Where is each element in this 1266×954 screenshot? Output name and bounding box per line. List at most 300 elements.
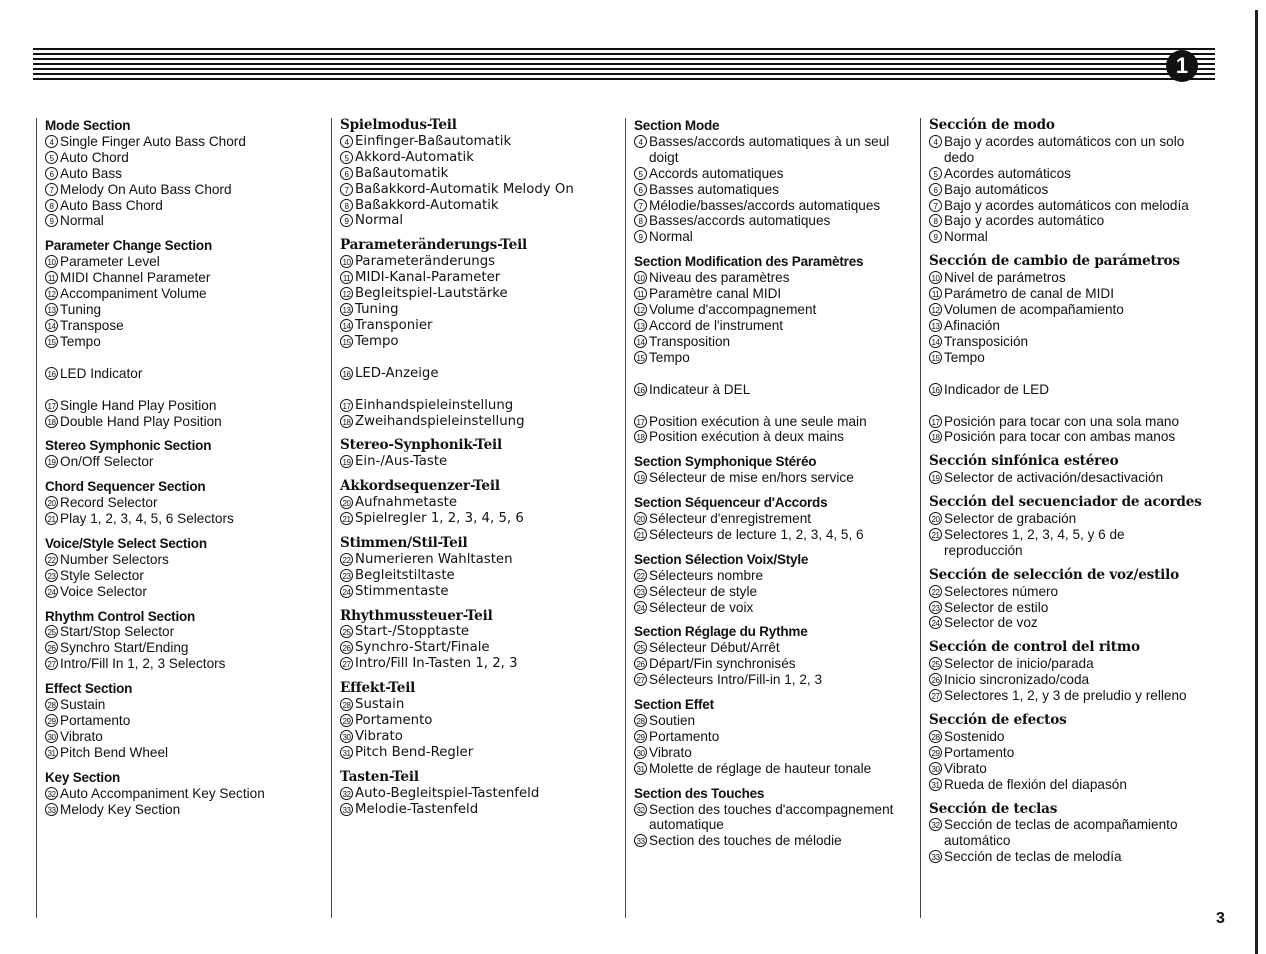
list-item bbox=[340, 584, 616, 600]
list-item bbox=[340, 656, 616, 672]
circled-number: 27 bbox=[634, 673, 647, 686]
list-item bbox=[45, 366, 321, 382]
circled-number: 20 bbox=[634, 512, 647, 525]
item-label: MIDI Channel Parameter bbox=[60, 270, 211, 286]
item-label: Sélecteur de style bbox=[649, 583, 758, 599]
circled-number: 22 bbox=[45, 553, 58, 566]
list-item bbox=[929, 213, 1205, 229]
circled-number: 15 bbox=[634, 351, 647, 364]
list-item bbox=[340, 198, 616, 214]
chapter-badge: 1 bbox=[1166, 50, 1198, 82]
item-label: Paramètre canal MIDI bbox=[649, 286, 782, 302]
circled-number: 30 bbox=[929, 762, 942, 775]
list-item bbox=[340, 745, 616, 761]
page-number: 3 bbox=[1216, 910, 1225, 927]
circled-number: 4 bbox=[45, 135, 58, 148]
item-label: Position exécution à une seule main bbox=[649, 413, 867, 429]
list-item bbox=[45, 511, 321, 527]
section bbox=[340, 238, 616, 349]
list-item bbox=[45, 414, 321, 430]
circled-number: 33 bbox=[634, 834, 647, 847]
circled-number: 30 bbox=[340, 730, 353, 743]
item-label: MIDI-Kanal-Parameter bbox=[355, 270, 501, 286]
circled-number: 27 bbox=[340, 657, 353, 670]
list-item bbox=[340, 286, 616, 302]
list-item bbox=[45, 454, 321, 470]
section bbox=[45, 770, 321, 818]
list-item bbox=[634, 511, 910, 527]
list-item bbox=[45, 286, 321, 302]
list-item bbox=[634, 470, 910, 486]
item-label: Voice Selector bbox=[60, 583, 147, 599]
list-item bbox=[929, 729, 1205, 745]
circled-number: 26 bbox=[340, 641, 353, 654]
item-label: Auto Accompaniment Key Section bbox=[60, 785, 265, 801]
item-label: Baßautomatik bbox=[355, 165, 449, 181]
item-label: Portamento bbox=[60, 713, 131, 728]
section-heading: Rhythmussteuer-Teil bbox=[340, 607, 493, 624]
item-label: Baßakkord-Automatik bbox=[355, 197, 499, 213]
item-label: Sustain bbox=[355, 697, 405, 713]
list-item bbox=[929, 134, 1205, 166]
item-label: Selector de inicio/parada bbox=[944, 656, 1094, 672]
page-edge-rule bbox=[1255, 10, 1258, 954]
section bbox=[929, 118, 1205, 245]
list-item bbox=[634, 198, 910, 214]
header-rule bbox=[33, 63, 1215, 65]
circled-number: 26 bbox=[45, 641, 58, 654]
circled-number: 31 bbox=[929, 778, 942, 791]
circled-number: 25 bbox=[45, 625, 58, 638]
item-label: Vibrato bbox=[649, 744, 692, 760]
list-item bbox=[45, 640, 321, 656]
list-item bbox=[634, 182, 910, 198]
item-label: Synchro Start/Ending bbox=[60, 640, 189, 656]
item-label: Normal bbox=[60, 213, 104, 229]
circled-number: 20 bbox=[340, 496, 353, 509]
item-label: Start/Stop Selector bbox=[60, 624, 175, 640]
item-label: Molette de réglage de hauteur tonale bbox=[649, 760, 872, 776]
list-item bbox=[634, 134, 910, 166]
list-item bbox=[634, 350, 910, 366]
circled-number: 27 bbox=[45, 657, 58, 670]
item-label: Tempo bbox=[649, 349, 690, 365]
circled-number: 8 bbox=[929, 214, 942, 227]
list-item bbox=[340, 495, 616, 511]
list-item bbox=[929, 527, 1205, 559]
list-item bbox=[929, 672, 1205, 688]
section bbox=[929, 414, 1205, 446]
list-item bbox=[929, 849, 1205, 865]
item-label: Normal bbox=[355, 213, 404, 229]
section-heading: Section Modification des Paramètres bbox=[634, 254, 864, 270]
header-rule bbox=[33, 58, 1215, 60]
section bbox=[340, 398, 616, 430]
list-item bbox=[634, 382, 910, 398]
circled-number: 30 bbox=[634, 746, 647, 759]
item-label: Vibrato bbox=[944, 760, 987, 776]
list-item bbox=[340, 802, 616, 818]
circled-number: 18 bbox=[45, 415, 58, 428]
circled-number: 7 bbox=[929, 199, 942, 212]
section-heading: Parameter Change Section bbox=[45, 238, 213, 254]
section-heading: Sección de control del ritmo bbox=[929, 639, 1140, 656]
item-label: Bajo automáticos bbox=[944, 181, 1049, 197]
list-item bbox=[929, 511, 1205, 527]
section bbox=[340, 681, 616, 761]
list-item bbox=[45, 656, 321, 672]
list-item bbox=[45, 318, 321, 334]
circled-number: 5 bbox=[45, 151, 58, 164]
section bbox=[45, 118, 321, 229]
item-label: Intro/Fill In-Tasten 1, 2, 3 bbox=[355, 656, 518, 672]
section-heading: Spielmodus-Teil bbox=[340, 117, 457, 133]
circled-number: 15 bbox=[45, 335, 58, 348]
section-heading: Sección de selección de voz/estilo bbox=[929, 566, 1179, 583]
circled-number: 19 bbox=[340, 455, 353, 468]
section bbox=[634, 697, 910, 777]
item-label: Number Selectors bbox=[60, 551, 169, 567]
item-label: Accord de l'instrument bbox=[649, 317, 784, 333]
circled-number: 8 bbox=[634, 214, 647, 227]
list-item bbox=[929, 198, 1205, 214]
item-label: Normal bbox=[944, 229, 988, 245]
circled-number: 29 bbox=[45, 714, 58, 727]
item-label: Akkord-Automatik bbox=[355, 149, 474, 165]
section-heading: Tasten-Teil bbox=[340, 768, 419, 785]
circled-number: 22 bbox=[929, 585, 942, 598]
item-label: Rueda de flexión del diapasón bbox=[944, 776, 1127, 792]
list-item bbox=[634, 414, 910, 430]
circled-number: 30 bbox=[45, 730, 58, 743]
list-item bbox=[929, 286, 1205, 302]
list-item bbox=[45, 697, 321, 713]
circled-number: 23 bbox=[45, 569, 58, 582]
section bbox=[929, 640, 1205, 704]
list-item bbox=[634, 302, 910, 318]
list-item bbox=[929, 166, 1205, 182]
section bbox=[340, 479, 616, 527]
circled-number: 32 bbox=[634, 803, 647, 816]
list-item bbox=[45, 150, 321, 166]
section-heading: Chord Sequencer Section bbox=[45, 479, 206, 495]
item-label: Melody On Auto Bass Chord bbox=[60, 181, 232, 197]
circled-number: 17 bbox=[929, 415, 942, 428]
list-item bbox=[340, 182, 616, 198]
circled-number: 6 bbox=[634, 183, 647, 196]
circled-number: 19 bbox=[929, 471, 942, 484]
circled-number: 6 bbox=[929, 183, 942, 196]
item-label: Vibrato bbox=[60, 728, 103, 744]
circled-number: 10 bbox=[634, 271, 647, 284]
item-label: Pitch Bend Wheel bbox=[60, 744, 169, 760]
item-label: Transposición bbox=[944, 333, 1029, 349]
circled-number: 13 bbox=[340, 303, 353, 316]
list-item bbox=[634, 802, 910, 834]
circled-number: 9 bbox=[634, 230, 647, 243]
list-item bbox=[45, 182, 321, 198]
section-heading: Section Effet bbox=[634, 697, 714, 713]
circled-number: 9 bbox=[45, 214, 58, 227]
section-heading: Effect Section bbox=[45, 681, 133, 697]
section bbox=[340, 536, 616, 600]
section bbox=[634, 552, 910, 616]
list-item bbox=[929, 270, 1205, 286]
item-label: Style Selector bbox=[60, 567, 144, 583]
circled-number: 12 bbox=[45, 287, 58, 300]
item-label: Volume d'accompagnement bbox=[649, 301, 817, 317]
circled-number: 21 bbox=[340, 512, 353, 525]
list-item bbox=[45, 745, 321, 761]
circled-number: 17 bbox=[634, 415, 647, 428]
item-label: Inicio sincronizado/coda bbox=[944, 672, 1090, 688]
section bbox=[45, 479, 321, 527]
item-label: Melodie-Tastenfeld bbox=[355, 801, 479, 817]
item-label: Auto Bass Chord bbox=[60, 197, 163, 213]
item-label: Einhandspieleinstellung bbox=[355, 397, 514, 413]
circled-number: 28 bbox=[929, 730, 942, 743]
column-german bbox=[340, 118, 616, 918]
item-label: Section des touches de mélodie bbox=[649, 833, 842, 849]
list-item bbox=[634, 213, 910, 229]
circled-number: 32 bbox=[340, 787, 353, 800]
list-item bbox=[45, 398, 321, 414]
list-item bbox=[634, 745, 910, 761]
item-label: Indicador de LED bbox=[944, 381, 1050, 397]
section bbox=[634, 624, 910, 688]
item-label: Single Hand Play Position bbox=[60, 397, 217, 413]
section bbox=[45, 398, 321, 430]
circled-number: 24 bbox=[929, 616, 942, 629]
list-item bbox=[929, 302, 1205, 318]
list-item bbox=[929, 656, 1205, 672]
section-heading: Section Mode bbox=[634, 118, 720, 133]
list-item bbox=[929, 761, 1205, 777]
section bbox=[45, 681, 321, 761]
column-english bbox=[45, 118, 321, 918]
list-item bbox=[634, 713, 910, 729]
circled-number: 25 bbox=[634, 641, 647, 654]
list-item bbox=[634, 672, 910, 688]
item-label: Baßakkord-Automatik Melody On bbox=[355, 181, 574, 197]
circled-number: 22 bbox=[634, 569, 647, 582]
list-item bbox=[45, 166, 321, 182]
circled-number: 9 bbox=[929, 230, 942, 243]
circled-number: 31 bbox=[634, 762, 647, 775]
circled-number: 16 bbox=[340, 367, 353, 380]
circled-number: 4 bbox=[634, 135, 647, 148]
list-item bbox=[634, 584, 910, 600]
section bbox=[45, 536, 321, 600]
circled-number: 33 bbox=[340, 803, 353, 816]
list-item bbox=[929, 817, 1205, 849]
circled-number: 15 bbox=[340, 335, 353, 348]
item-label: Double Hand Play Position bbox=[60, 413, 222, 429]
item-label: Sélecteurs de lecture 1, 2, 3, 4, 5, 6 bbox=[649, 526, 864, 542]
circled-number: 19 bbox=[634, 471, 647, 484]
section bbox=[340, 438, 616, 470]
circled-number: 17 bbox=[340, 399, 353, 412]
section bbox=[929, 454, 1205, 486]
circled-number: 18 bbox=[340, 415, 353, 428]
circled-number: 21 bbox=[929, 528, 942, 541]
item-label: Section des touches d'accompagnement automatique bbox=[649, 801, 894, 833]
item-label: Sélecteurs Intro/Fill-in 1, 2, 3 bbox=[649, 672, 823, 688]
circled-number: 7 bbox=[634, 199, 647, 212]
circled-number: 24 bbox=[340, 585, 353, 598]
item-label: Transposition bbox=[649, 333, 731, 349]
list-item bbox=[340, 366, 616, 382]
item-label: Mélodie/basses/accords automatiques bbox=[649, 197, 881, 213]
circled-number: 7 bbox=[340, 183, 353, 196]
header-rule bbox=[33, 78, 1215, 80]
list-item bbox=[45, 254, 321, 270]
item-label: Basses/accords automatiques à un seul doigt bbox=[649, 133, 890, 165]
circled-number: 4 bbox=[340, 135, 353, 148]
list-item bbox=[45, 495, 321, 511]
section bbox=[929, 495, 1205, 559]
section-heading: Stereo-Synphonik-Teil bbox=[340, 437, 502, 454]
circled-number: 13 bbox=[45, 303, 58, 316]
section-heading: Section Symphonique Stéréo bbox=[634, 454, 817, 470]
item-label: Melody Key Section bbox=[60, 801, 181, 817]
section-heading: Section des Touches bbox=[634, 785, 765, 801]
item-label: Selector de estilo bbox=[944, 599, 1049, 615]
circled-number: 12 bbox=[634, 303, 647, 316]
list-item bbox=[340, 697, 616, 713]
item-label: Auto Bass bbox=[60, 165, 122, 181]
circled-number: 8 bbox=[45, 199, 58, 212]
item-label: Nivel de parámetros bbox=[944, 270, 1066, 286]
item-label: Tempo bbox=[355, 333, 399, 349]
circled-number: 31 bbox=[340, 746, 353, 759]
item-label: Normal bbox=[649, 229, 693, 245]
section-heading: Sección de teclas bbox=[929, 800, 1058, 817]
circled-number: 28 bbox=[634, 714, 647, 727]
item-label: Aufnahmetaste bbox=[355, 495, 458, 511]
section-heading: Sección de efectos bbox=[929, 712, 1067, 728]
item-label: Afinación bbox=[944, 317, 1000, 333]
circled-number: 16 bbox=[929, 383, 942, 396]
item-label: Intro/Fill In 1, 2, 3 Selectors bbox=[60, 656, 226, 672]
item-label: Départ/Fin synchronisés bbox=[649, 656, 796, 672]
item-label: Indicateur à DEL bbox=[649, 381, 751, 397]
circled-number: 10 bbox=[929, 271, 942, 284]
item-label: Transponier bbox=[355, 317, 433, 333]
circled-number: 14 bbox=[929, 335, 942, 348]
list-item bbox=[340, 713, 616, 729]
item-label: Basses/accords automatiques bbox=[649, 213, 831, 229]
list-item bbox=[634, 729, 910, 745]
circled-number: 4 bbox=[929, 135, 942, 148]
item-label: Bajo y acordes automáticos con un solo dedo bbox=[944, 133, 1185, 165]
circled-number: 5 bbox=[340, 151, 353, 164]
section-heading: Stereo Symphonic Section bbox=[45, 438, 212, 454]
item-label: Play 1, 2, 3, 4, 5, 6 Selectors bbox=[60, 511, 234, 527]
list-item bbox=[45, 713, 321, 729]
item-label: Selector de voz bbox=[944, 615, 1038, 631]
circled-number: 5 bbox=[929, 167, 942, 180]
circled-number: 20 bbox=[45, 496, 58, 509]
circled-number: 5 bbox=[634, 167, 647, 180]
item-label: Parámetro de canal de MIDI bbox=[944, 286, 1115, 302]
list-item bbox=[45, 552, 321, 568]
section bbox=[634, 454, 910, 486]
item-label: Accords automatiques bbox=[649, 165, 784, 181]
list-item bbox=[634, 270, 910, 286]
list-item bbox=[340, 454, 616, 470]
item-label: Sección de teclas de melodía bbox=[944, 849, 1122, 865]
list-item bbox=[340, 213, 616, 229]
list-item bbox=[45, 270, 321, 286]
section-heading: Rhythm Control Section bbox=[45, 608, 196, 624]
list-item bbox=[929, 229, 1205, 245]
header-rule bbox=[33, 68, 1215, 70]
circled-number: 22 bbox=[340, 553, 353, 566]
item-label: Vibrato bbox=[355, 728, 403, 744]
section-heading: Sección de cambio de parámetros bbox=[929, 253, 1180, 270]
circled-number: 12 bbox=[340, 287, 353, 300]
circled-number: 11 bbox=[929, 287, 942, 300]
list-item bbox=[45, 134, 321, 150]
item-label: Basses automatiques bbox=[649, 181, 779, 197]
item-label: Position exécution à deux mains bbox=[649, 429, 844, 445]
circled-number: 21 bbox=[45, 512, 58, 525]
section bbox=[929, 713, 1205, 793]
circled-number: 27 bbox=[929, 689, 942, 702]
list-item bbox=[45, 802, 321, 818]
circled-number: 13 bbox=[929, 319, 942, 332]
section bbox=[634, 118, 910, 245]
item-label: Posición para tocar con ambas manos bbox=[944, 429, 1176, 445]
header-rule bbox=[33, 53, 1215, 55]
section bbox=[929, 254, 1205, 365]
item-label: Begleitstiltaste bbox=[355, 567, 455, 583]
circled-number: 16 bbox=[634, 383, 647, 396]
item-label: Bajo y acordes automáticos con melodía bbox=[944, 197, 1189, 213]
item-label: Synchro-Start/Finale bbox=[355, 640, 490, 656]
section-heading: Effekt-Teil bbox=[340, 680, 416, 697]
list-item bbox=[634, 527, 910, 543]
item-label: Selector de activación/desactivación bbox=[944, 470, 1164, 486]
item-label: Sélecteur de mise en/hors service bbox=[649, 470, 854, 486]
circled-number: 24 bbox=[45, 585, 58, 598]
list-item bbox=[634, 656, 910, 672]
list-item bbox=[634, 568, 910, 584]
section-heading: Key Section bbox=[45, 769, 121, 785]
item-label: Einfinger-Baßautomatik bbox=[355, 133, 512, 149]
list-item bbox=[340, 552, 616, 568]
item-label: Selectores 1, 2, 3, 4, 5, y 6 de reproducción bbox=[944, 526, 1125, 558]
list-item bbox=[634, 429, 910, 445]
list-item bbox=[340, 511, 616, 527]
column-spanish bbox=[929, 118, 1205, 918]
circled-number: 14 bbox=[634, 335, 647, 348]
list-item bbox=[45, 334, 321, 350]
item-label: Selectores número bbox=[944, 583, 1059, 599]
list-item bbox=[634, 286, 910, 302]
circled-number: 23 bbox=[634, 585, 647, 598]
circled-number: 23 bbox=[340, 569, 353, 582]
circled-number: 6 bbox=[340, 167, 353, 180]
circled-number: 18 bbox=[929, 430, 942, 443]
item-label: Selectores 1, 2, y 3 de preludio y relleno bbox=[944, 688, 1187, 704]
item-label: Begleitspiel-Lautstärke bbox=[355, 286, 508, 302]
item-label: Portamento bbox=[649, 728, 720, 744]
section bbox=[929, 568, 1205, 632]
item-label: LED-Anzeige bbox=[355, 365, 439, 381]
item-label: Parameteränderungs bbox=[355, 254, 496, 270]
